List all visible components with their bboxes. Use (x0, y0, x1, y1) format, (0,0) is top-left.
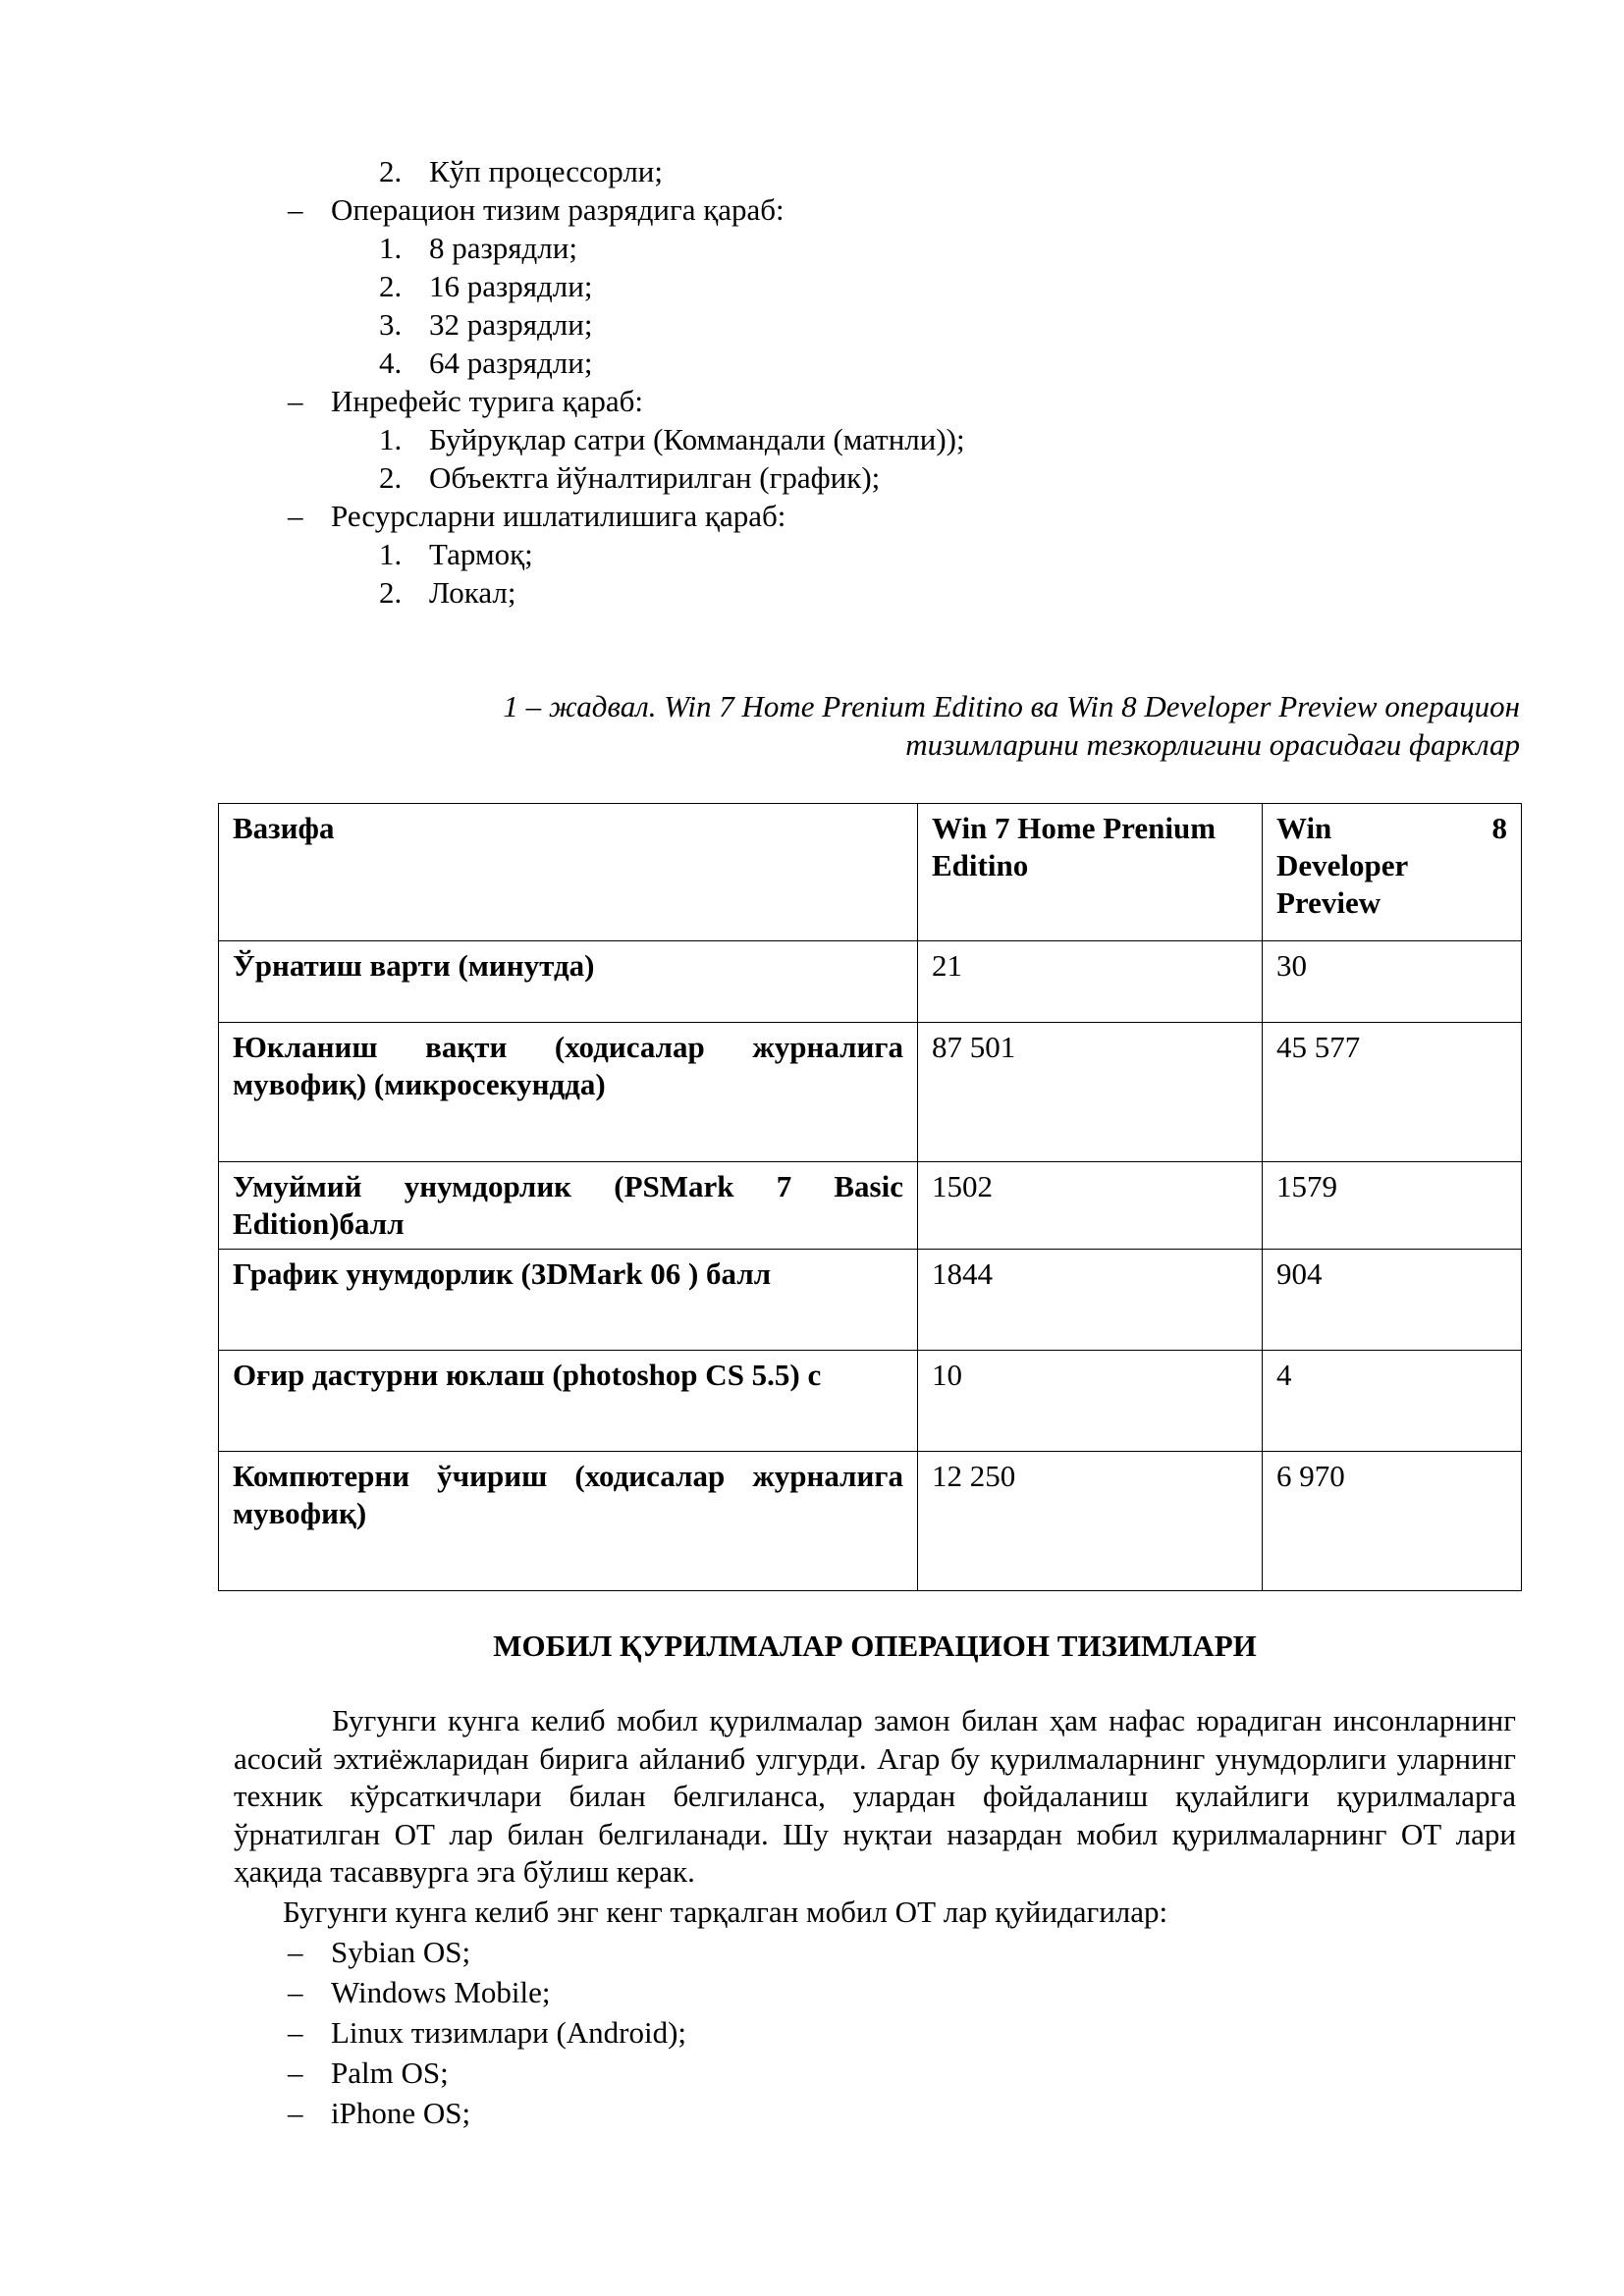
list-item-text: iPhone OS; (331, 2096, 471, 2130)
list-marker: 1. (379, 422, 403, 456)
cell-task: Умуймий унумдорлик (PSMark 7 Basic Edition)балл (219, 1162, 918, 1250)
list-marker: 1. (379, 537, 403, 571)
list-marker: – (288, 384, 303, 418)
cell-win8: 4 (1263, 1351, 1522, 1452)
list-item-text: Windows Mobile; (331, 1975, 551, 2009)
list-marker: – (288, 2056, 303, 2090)
header-task: Вазифа (219, 804, 918, 941)
list-marker: 1. (379, 231, 403, 265)
caption-line: тизимларини тезкорлигини орасидаги фарклар (905, 727, 1520, 762)
list-marker: – (288, 499, 303, 533)
cell-win8: 1579 (1263, 1162, 1522, 1250)
cell-task: Ўрнатиш варти (минутда) (219, 941, 918, 1023)
header-win7: Win 7 Home Prenium Editino (918, 804, 1263, 941)
list-marker: – (288, 192, 303, 227)
cell-task: Компютерни ўчириш (ходисалар журналига мувофиқ) (219, 1452, 918, 1591)
list-marker: 2. (379, 575, 403, 610)
list-marker: 3. (379, 307, 403, 342)
table-row (219, 1250, 1522, 1351)
cell-win7: 87 501 (918, 1023, 1263, 1162)
cell-win7: 12 250 (918, 1452, 1263, 1591)
list-item-text: Локал; (429, 575, 516, 610)
table-caption (295, 687, 1520, 764)
list-item-text: Объектга йўналтирилган (график); (429, 460, 881, 495)
table-row (219, 941, 1522, 1023)
list-marker: 2. (379, 269, 403, 303)
list-item-text: Linux тизимлари (Android); (331, 2015, 687, 2050)
list-item-text: Операцион тизим разрядига қараб: (331, 192, 785, 227)
cell-win8: 45 577 (1263, 1023, 1522, 1162)
cell-win8: 904 (1263, 1250, 1522, 1351)
list-item-text: 64 разрядли; (429, 346, 593, 380)
list-item-text: Sybian OS; (331, 1935, 471, 1969)
list-marker: 2. (379, 154, 403, 188)
list-marker: – (288, 2096, 303, 2130)
list-intro: Бугунги кунга келиб энг кенг тарқалган мобил ОТ лар қуйидагилар: (283, 1895, 1168, 1929)
table-row (219, 1452, 1522, 1591)
comparison-table (218, 803, 1522, 1591)
cell-win7: 1844 (918, 1250, 1263, 1351)
cell-win7: 1502 (918, 1162, 1263, 1250)
header-win8 (1263, 804, 1522, 941)
table-header-row (219, 804, 1522, 941)
list-item-text: Тармоқ; (429, 537, 533, 571)
header-win8-number: 8 (1491, 811, 1507, 845)
table-row (219, 1162, 1522, 1250)
list-marker: – (288, 1935, 303, 1969)
list-item-text: Буйруқлар сатри (Коммандали (матнли)); (429, 422, 965, 456)
section-title: МОБИЛ ҚУРИЛМАЛАР ОПЕРАЦИОН ТИЗИМЛАРИ (493, 1629, 1257, 1663)
list-item-text: Кўп процессорли; (429, 154, 664, 188)
list-marker: – (288, 2015, 303, 2050)
body-paragraph: Бугунги кунга келиб мобил қурилмалар замон билан ҳам нафас юрадиган инсонларнинг асосий эхтиёжларидан бирига айланиб улгурди. Агар бу қурилмаларнинг унумдорлиги уларнинг техник кўрсаткичлари билан белгиланса, улардан фойдаланиш қулайлиги қурилмаларга ўрнатилган ОТ лар билан белгиланади. Шу нуқтаи назардан мобил қурилмаларнинг ОТ лари ҳақида тасаввурга эга бўлиш керак. (234, 1703, 1516, 1889)
list-item-text: 16 разрядли; (429, 269, 593, 303)
cell-win7: 21 (918, 941, 1263, 1023)
list-item-text: Ресурсларни ишлатилишига қараб: (331, 499, 786, 533)
table-row (219, 1351, 1522, 1452)
list-item-text: Инрефейс турига қараб: (331, 384, 643, 418)
table-row (219, 1023, 1522, 1162)
list-item-text: Palm OS; (331, 2056, 449, 2090)
list-item-text: 8 разрядли; (429, 231, 577, 265)
cell-win7: 10 (918, 1351, 1263, 1452)
list-item-text: 32 разрядли; (429, 307, 593, 342)
cell-win8: 6 970 (1263, 1452, 1522, 1591)
cell-task: Юкланиш вақти (ходисалар журналига мувофиқ) (микросекундда) (219, 1023, 918, 1162)
list-marker: – (288, 1975, 303, 2009)
cell-win8: 30 (1263, 941, 1522, 1023)
cell-task: Оғир дастурни юклаш (photoshop CS 5.5) с (219, 1351, 918, 1452)
caption-line: 1 – жадвал. Win 7 Home Prenium Editino ва Win 8 Developer Preview операцион (503, 689, 1520, 723)
header-win8-edition: Developer Preview (1276, 848, 1408, 920)
list-marker: 4. (379, 346, 403, 380)
list-marker: 2. (379, 460, 403, 495)
cell-task: График унумдорлик (3DMark 06 ) балл (219, 1250, 918, 1351)
header-win8-word: Win (1276, 811, 1332, 845)
